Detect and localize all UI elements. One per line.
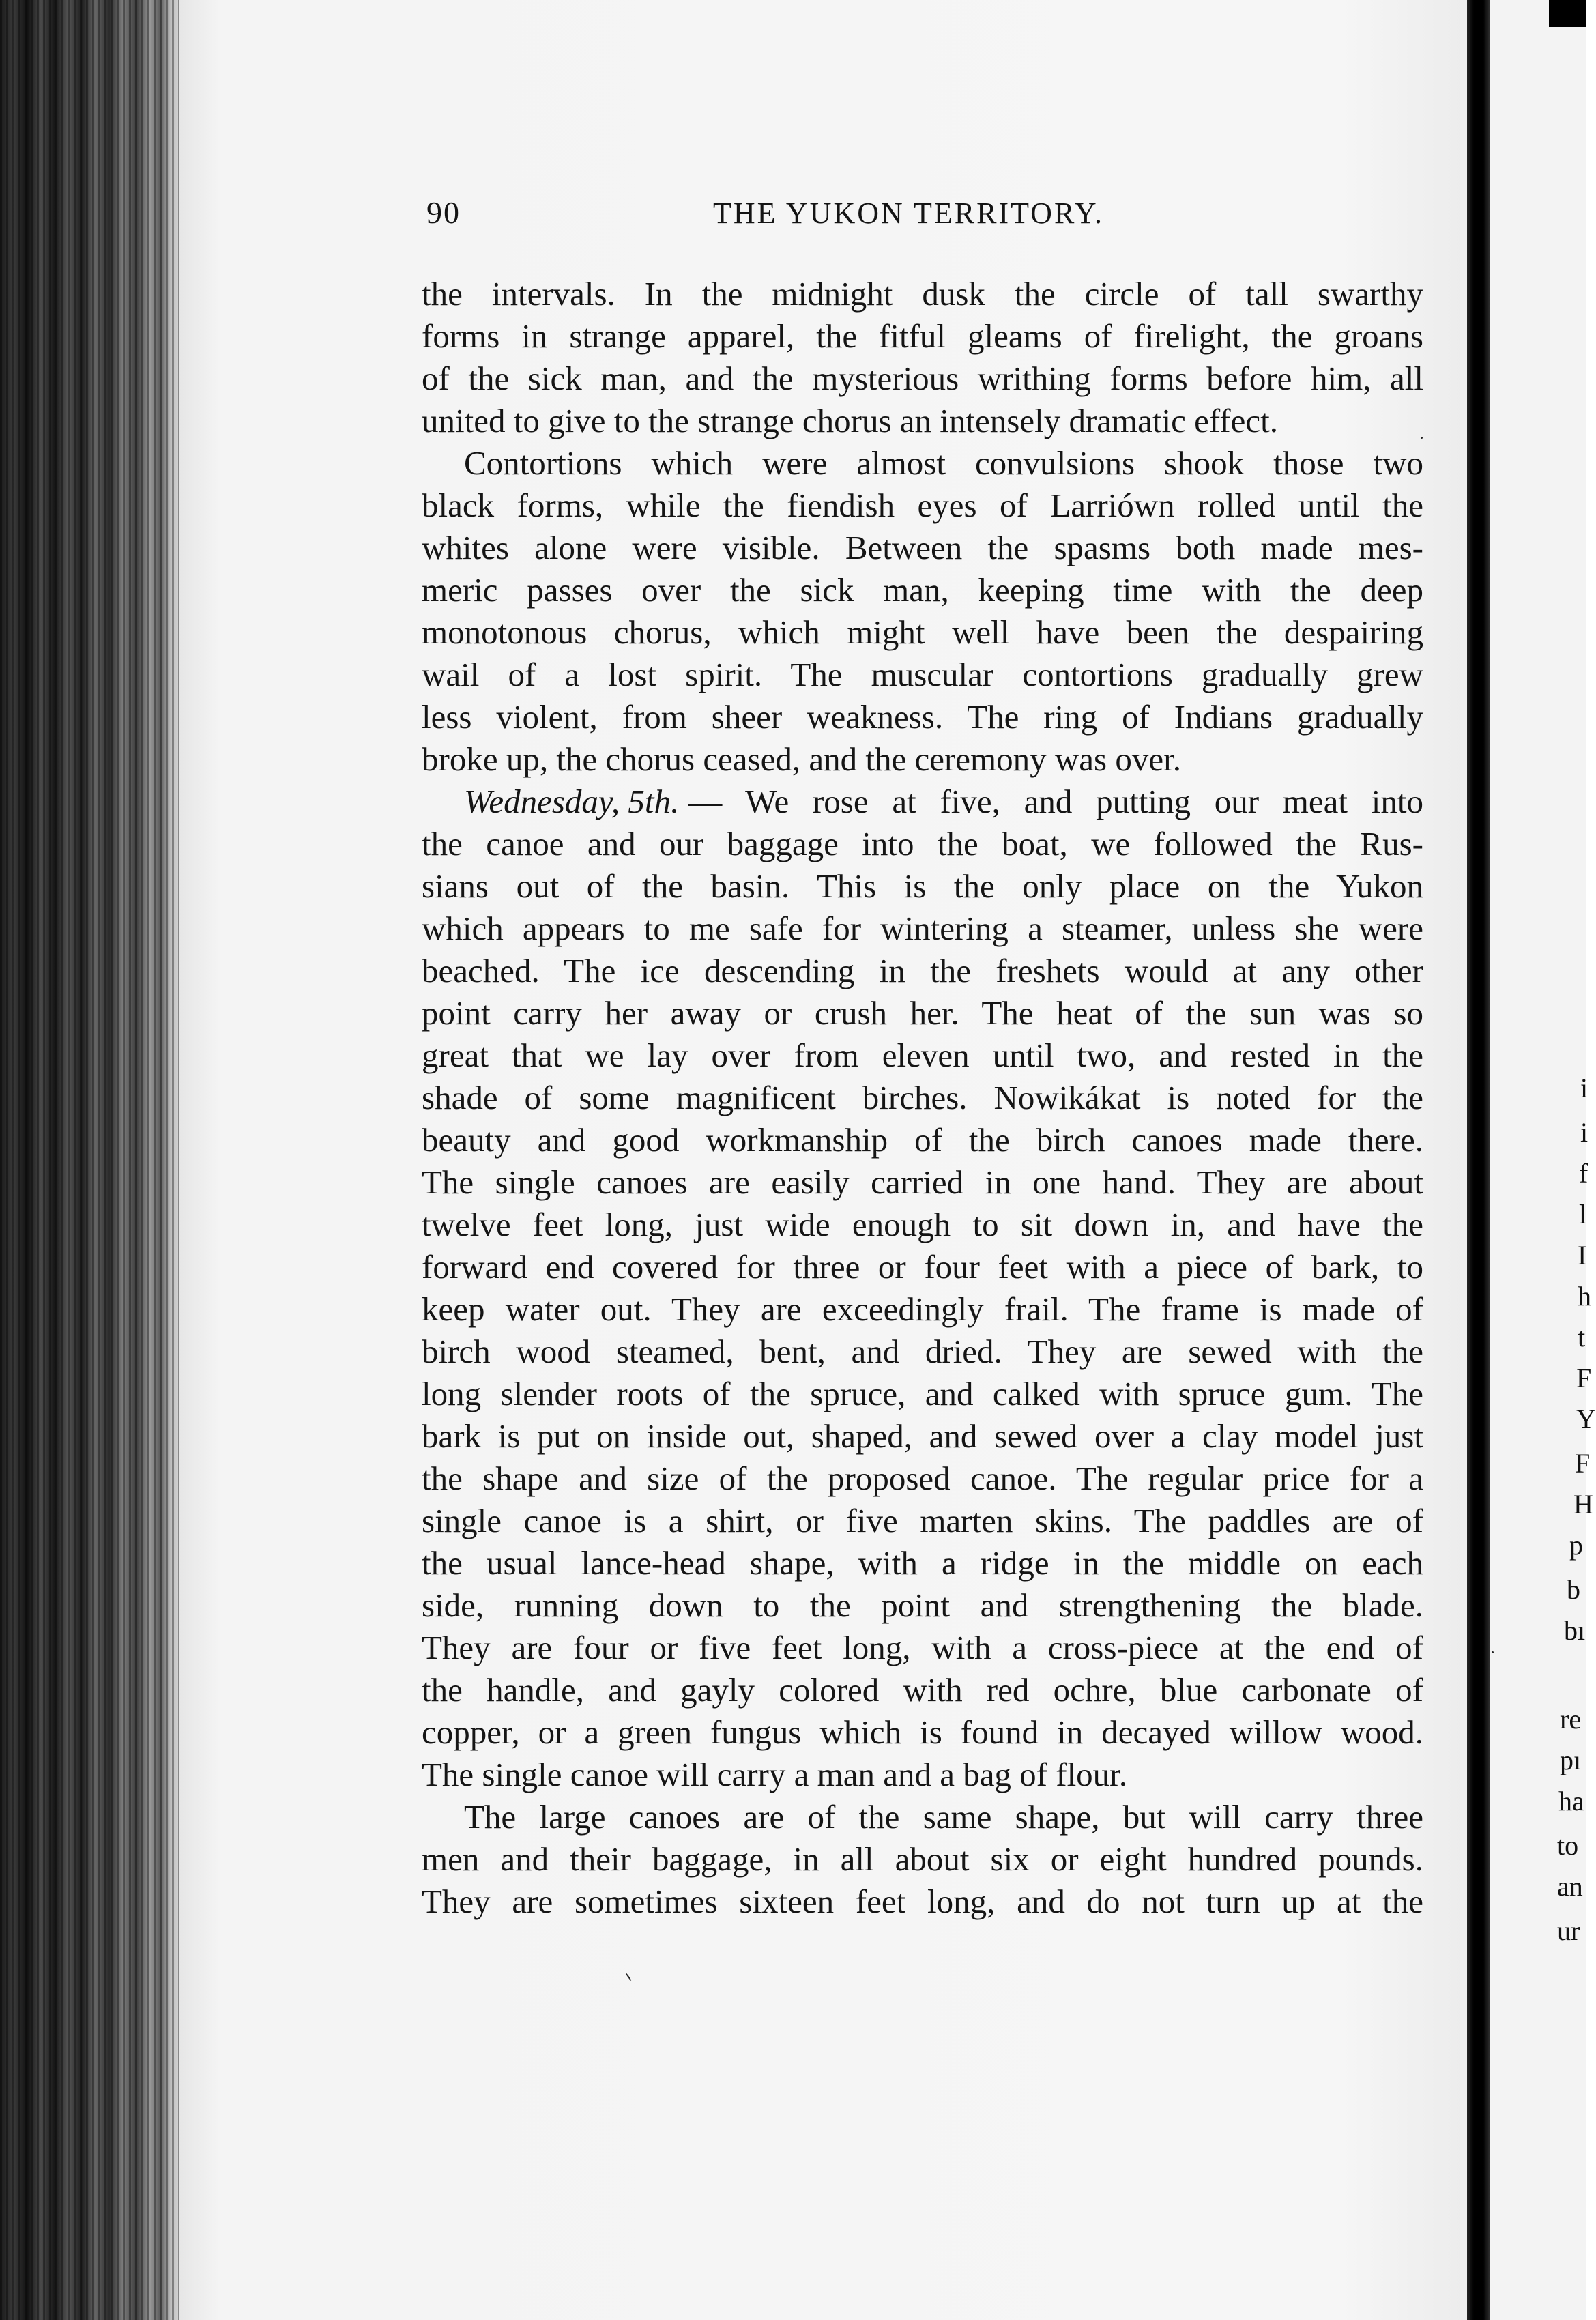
text-line: united to give to the strange chorus an intensely dramatic effect. [422, 402, 1278, 439]
fragment: H [1573, 1489, 1593, 1520]
fragment: ur [1557, 1915, 1580, 1946]
running-title: THE YUKON TERRITORY. [713, 197, 1104, 230]
text-line: — We rose at five, and putting our meat into [688, 783, 1423, 820]
fragment: p [1569, 1530, 1583, 1561]
text-line: keep water out. They are exceedingly frail. The frame is made of [422, 1290, 1423, 1328]
paper-speck [1421, 437, 1423, 439]
fragment: ha [1558, 1786, 1584, 1816]
text-line: twelve feet long, just wide enough to sit down in, and have the [422, 1206, 1423, 1243]
next-page-edge [1490, 0, 1586, 2320]
fragment: f [1579, 1158, 1588, 1189]
fragment: i [1580, 1117, 1588, 1148]
text-line: broke up, the chorus ceased, and the ceremony was over. [422, 740, 1181, 778]
page-number: 90 [426, 195, 461, 230]
text-line: the intervals. In the midnight dusk the circle of tall swarthy [422, 275, 1423, 313]
text-line: the canoe and our baggage into the boat, we followed the Rus- [422, 825, 1423, 862]
next-page-shadow [1549, 0, 1586, 27]
text-line: point carry her away or crush her. The heat of the sun was so [422, 994, 1423, 1032]
fragment: l [1579, 1199, 1587, 1230]
fragment: an [1557, 1871, 1583, 1902]
text-line: bark is put on inside out, shaped, and sewed over a clay model just [422, 1417, 1423, 1455]
fragment: to [1557, 1830, 1579, 1861]
dated-paragraph-line [422, 781, 1423, 823]
fragment: F [1575, 1448, 1591, 1479]
text-line: great that we lay over from eleven until two, and rested in the [422, 1036, 1423, 1074]
text-line: beauty and good workmanship of the birch canoes made there. [422, 1121, 1423, 1159]
fragment: i [1580, 1073, 1588, 1103]
fragment: I [1578, 1240, 1587, 1271]
fragment: pı [1560, 1745, 1582, 1775]
fragment: Y [1576, 1404, 1596, 1434]
text-line: the usual lance-head shape, with a ridge in the middle on each [422, 1544, 1423, 1582]
text-line: They are sometimes sixteen feet long, and do not turn up at the [422, 1883, 1423, 1920]
fragment: b [1567, 1574, 1580, 1605]
text-line: the handle, and gayly colored with red ochre, blue carbonate of [422, 1671, 1423, 1709]
text-line: men and their baggage, in all about six or eight hundred pounds. [422, 1840, 1423, 1878]
fragment: t [1578, 1322, 1586, 1352]
text-line: They are four or five feet long, with a cross-piece at the end of [422, 1629, 1423, 1666]
page-gutter [1467, 0, 1490, 2320]
text-line: of the sick man, and the mysterious writhing forms before him, all [422, 360, 1423, 397]
fragment: F [1576, 1363, 1592, 1393]
text-line: The single canoe will carry a man and a bag of flour. [422, 1756, 1128, 1793]
text-line: sians out of the basin. This is the only place on the Yukon [422, 867, 1423, 905]
text-line: black forms, while the fiendish eyes of Larriówn rolled until the [422, 487, 1423, 524]
text-line: shade of some magnificent birches. Nowikákat is noted for the [422, 1079, 1423, 1116]
fragment: re [1560, 1704, 1582, 1735]
running-head [426, 194, 1150, 235]
fragment: h [1578, 1281, 1591, 1311]
text-line: single canoe is a shirt, or five marten skins. The paddles are of [422, 1502, 1423, 1539]
text-line: long slender roots of the spruce, and calked with spruce gum. The [422, 1375, 1423, 1412]
text-line: wail of a lost spirit. The muscular contortions gradually grew [422, 656, 1423, 693]
text-line: whites alone were visible. Between the spasms both made mes- [422, 529, 1423, 566]
text-line: forward end covered for three or four feet with a piece of bark, to [422, 1248, 1423, 1286]
text-line: birch wood steamed, bent, and dried. They are sewed with the [422, 1333, 1423, 1370]
text-line: Contortions which were almost convulsions shook those two [464, 444, 1423, 482]
text-line: The single canoes are easily carried in one hand. They are about [422, 1163, 1423, 1201]
body-text [422, 273, 1423, 1923]
page-stack-lines [0, 0, 184, 2320]
fragment: bı [1564, 1615, 1586, 1646]
text-line: which appears to me safe for wintering a steamer, unless she were [422, 910, 1423, 947]
text-line: side, running down to the point and strengthening the blade. [422, 1586, 1423, 1624]
text-line: forms in strange apparel, the fitful gleams of firelight, the groans [422, 317, 1423, 355]
date-label: Wednesday, 5th. [464, 783, 680, 820]
text-line: beached. The ice descending in the freshets would at any other [422, 952, 1423, 989]
text-line: monotonous chorus, which might well have been the despairing [422, 613, 1423, 651]
text-line: the shape and size of the proposed canoe. The regular price for a [422, 1460, 1423, 1497]
text-line: less violent, from sheer weakness. The ring of Indians gradually [422, 698, 1423, 736]
paper-speck [1492, 1651, 1494, 1653]
text-line: copper, or a green fungus which is found in decayed willow wood. [422, 1713, 1423, 1751]
text-line: The large canoes are of the same shape, but will carry three [464, 1798, 1423, 1836]
text-line: meric passes over the sick man, keeping time with the deep [422, 571, 1423, 609]
